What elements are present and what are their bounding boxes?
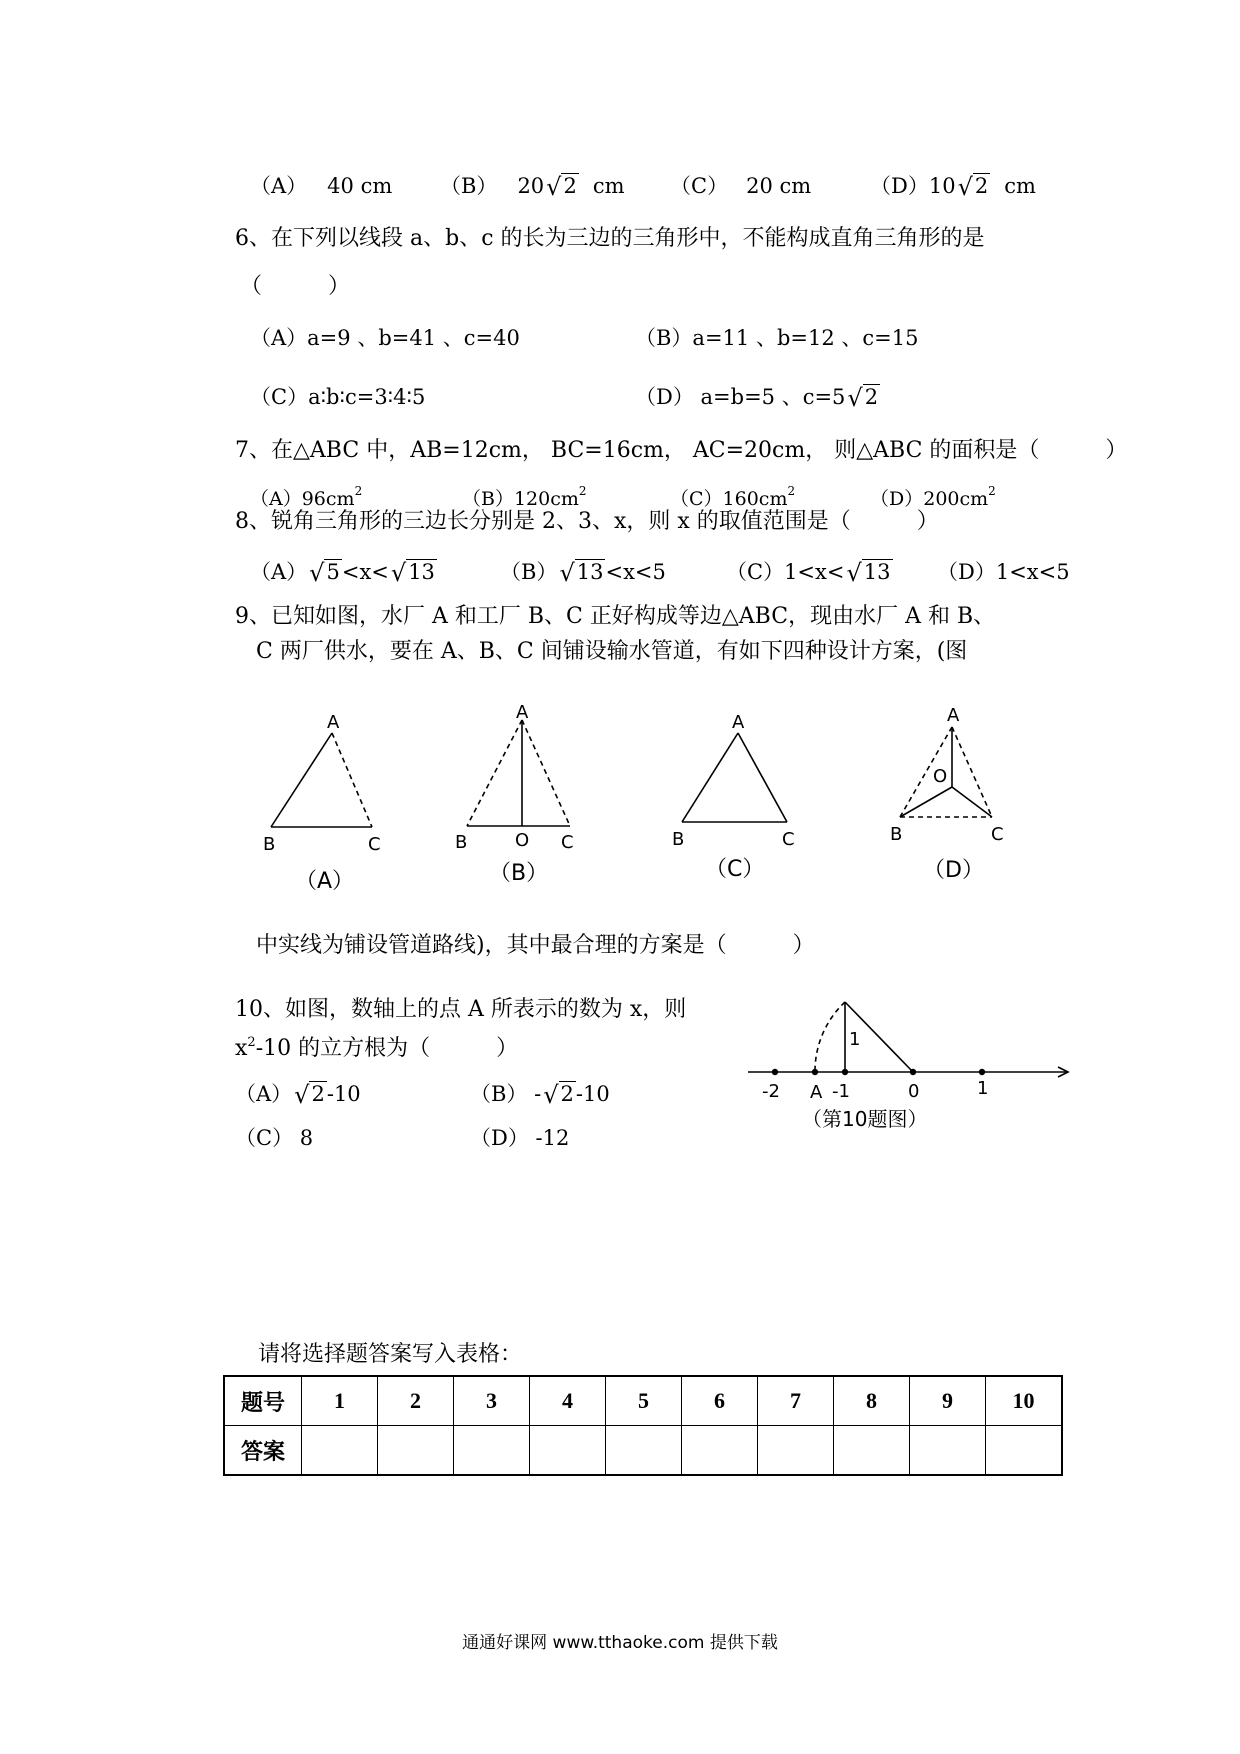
question-number-cell: 1 (302, 1376, 378, 1426)
fig-a-point-b: B (263, 834, 276, 855)
q10-line-1: 10、如图，数轴上的点 A 所表示的数为 x，则 (235, 997, 687, 1022)
q10-option-c: （C） 8 (235, 1126, 314, 1150)
q6-stem: 6、在下列以线段 a、b、c 的长为三边的三角形中，不能构成直角三角形的是 (235, 226, 985, 251)
question-number-cell: 7 (758, 1376, 834, 1426)
q9-line-1: 9、已知如图，水厂 A 和工厂 B、C 正好构成等边△ABC，现由水厂 A 和 B、 (235, 604, 996, 629)
row-head-answer: 答案 (224, 1426, 302, 1476)
q7-option-b: $(B)120cm^2$ (462, 484, 587, 510)
q7-option-d: $(D)200cm^2$ (870, 484, 996, 510)
table-row-numbers (224, 1376, 1062, 1426)
q9-line-3: 中实线为铺设管道路线)，其中最合理的方案是（ ） (256, 933, 815, 958)
fig-c-point-a: A (732, 712, 745, 733)
question-number-cell: 9 (910, 1376, 986, 1426)
fig-d-point-o: O (933, 766, 948, 787)
row-head-number: 题号 (224, 1376, 302, 1426)
table-row-answers (224, 1426, 1062, 1476)
q6-option-c: （C）a∶b∶c=3∶4∶5 (250, 385, 426, 409)
answer-cell[interactable] (834, 1426, 910, 1476)
q6-answer-paren: （ ） (240, 274, 351, 299)
question-number-cell: 3 (454, 1376, 530, 1426)
answer-cell[interactable] (682, 1426, 758, 1476)
q5-option-d: （D）10√2 cm (870, 173, 1036, 201)
answer-table (223, 1375, 1063, 1476)
answer-cell[interactable] (454, 1426, 530, 1476)
fig-a-caption: （A） (295, 869, 355, 894)
q7-stem: 7、在△ABC 中，AB=12cm， BC=16cm， AC=20cm， 则△ABC 的面积是（ ） (235, 438, 1128, 463)
axis-label-neg1: -1 (832, 1081, 850, 1102)
answer-cell[interactable] (302, 1426, 378, 1476)
q8-stem: 8、锐角三角形的三边长分别是 2、3、x，则 x 的取值范围是（ ） (235, 509, 939, 534)
q10-option-b: （B） -√2-10 (470, 1081, 610, 1109)
axis-label-one: 1 (977, 1078, 989, 1099)
fig-d-point-c: C (991, 824, 1004, 845)
fig-b-caption: （B） (489, 861, 549, 886)
fig-10-caption: （第10题图） (802, 1107, 928, 1131)
q10-line-2: $x^2-10$ 的立方根为（ ） (235, 1035, 519, 1061)
question-number-cell: 4 (530, 1376, 606, 1426)
q7-option-a: $(A)96cm^2$ (250, 484, 363, 510)
q6-option-b: （B）a=11 、b=12 、c=15 (635, 326, 919, 350)
q7-option-c: $(C)160cm^2$ (670, 484, 796, 510)
answer-cell[interactable] (530, 1426, 606, 1476)
fig-b-point-b: B (455, 832, 468, 853)
axis-label-neg2: -2 (762, 1081, 780, 1102)
fig-c-point-c: C (782, 829, 795, 850)
q9-figures (245, 700, 1075, 895)
fig-b-point-a: A (516, 702, 529, 723)
fig-d-point-b: B (890, 824, 903, 845)
answer-cell[interactable] (910, 1426, 986, 1476)
fig-a-point-c: C (368, 834, 381, 855)
fig-b-point-o: O (515, 830, 530, 851)
answer-cell[interactable] (986, 1426, 1063, 1476)
fig-a-point-a: A (327, 712, 340, 733)
question-number-cell: 10 (986, 1376, 1063, 1426)
fig-b-point-c: C (561, 832, 574, 853)
fig-d-caption: （D） (923, 858, 984, 883)
q10-option-a: （A）√2-10 (235, 1081, 361, 1109)
answer-cell[interactable] (758, 1426, 834, 1476)
q5-option-c: （C） 20 cm (670, 174, 812, 198)
q10-number-line-figure (740, 990, 1080, 1140)
question-number-cell: 5 (606, 1376, 682, 1426)
q6-option-a: （A）a=9 、b=41 、c=40 (250, 326, 520, 350)
question-number-cell: 8 (834, 1376, 910, 1426)
fig-c-point-b: B (672, 829, 685, 850)
answer-table-prompt: 请将选择题答案写入表格： (258, 1342, 523, 1367)
height-label: 1 (849, 1029, 861, 1050)
q8-option-b: （B）√13<x<5 (500, 559, 666, 587)
fig-d-point-a: A (947, 705, 960, 726)
question-number-cell: 2 (378, 1376, 454, 1426)
q5-option-a: （A） 40 cm (250, 174, 393, 198)
q8-option-a: （A）√5<x<√13 (250, 559, 435, 587)
q8-option-c: （C）1<x<√13 (726, 559, 891, 587)
answer-cell[interactable] (378, 1426, 454, 1476)
page-footer: 通通好课网 www.tthaoke.com 提供下载 (462, 1633, 778, 1653)
answer-cell[interactable] (606, 1426, 682, 1476)
q8-option-d: （D）1<x<5 (937, 560, 1070, 584)
axis-label-point-a: A (810, 1082, 823, 1103)
q10-option-d: （D） -12 (470, 1126, 570, 1150)
q9-line-2: C 两厂供水，要在 A、B、C 间铺设输水管道，有如下四种设计方案，(图 (256, 639, 968, 664)
q5-option-b: （B） 20√2 cm (440, 173, 625, 201)
question-number-cell: 6 (682, 1376, 758, 1426)
axis-label-zero: 0 (908, 1081, 920, 1102)
q6-option-d: （D） a=b=5 、c=5√2 (635, 384, 879, 412)
fig-c-caption: （C） (705, 857, 765, 882)
